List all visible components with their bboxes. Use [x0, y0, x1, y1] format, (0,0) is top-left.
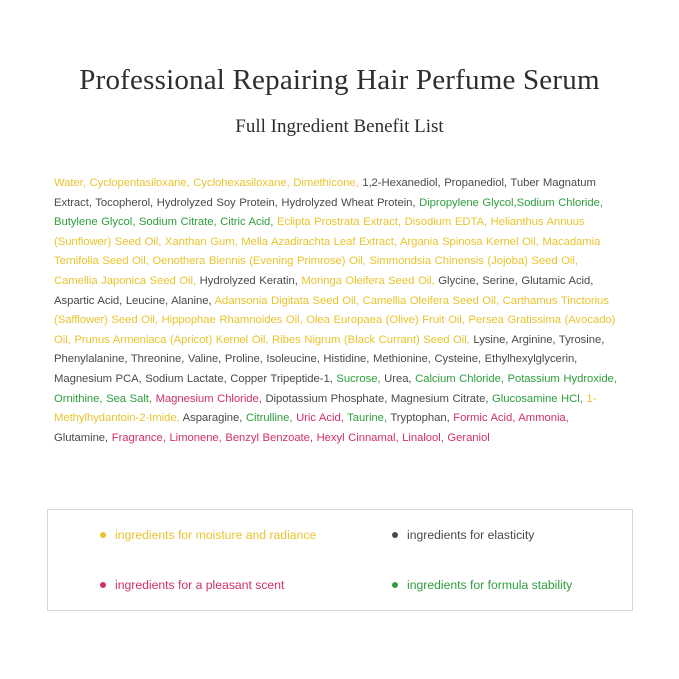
- ingredient-item: Citrulline,: [245, 412, 297, 425]
- ingredient-item: Glucosamine HCl,: [492, 392, 587, 405]
- ingredient-item: Formic Acid,: [453, 412, 519, 425]
- ingredient-item: Sodium Lactate,: [145, 372, 231, 385]
- legend-grid: [48, 510, 632, 610]
- ingredient-item: Taurine,: [347, 412, 391, 425]
- ingredient-item: Magnesium Chloride,: [155, 392, 266, 405]
- legend-item: [340, 510, 632, 560]
- legend-label: ingredients for a pleasant scent: [115, 577, 285, 592]
- ingredient-item: Water,: [54, 177, 90, 189]
- ingredient-item: Glutamic Acid,: [521, 274, 594, 287]
- ingredient-item: Fragrance,: [111, 431, 170, 444]
- ingredient-item: Xanthan Gum,: [164, 235, 242, 248]
- ingredient-item: Tocopherol,: [95, 196, 157, 209]
- ingredient-item: Butylene Glycol,: [54, 216, 139, 229]
- ingredient-item: Hydrolyzed Soy Protein,: [156, 196, 282, 209]
- ingredient-item: Geraniol: [447, 431, 490, 444]
- legend-dot-icon: [392, 532, 398, 538]
- legend-item: [340, 560, 632, 610]
- ingredient-item: Ribes Nigrum (Black Currant) Seed Oil,: [272, 333, 474, 346]
- ingredient-item: Camellia Japonica Seed Oil,: [54, 274, 200, 287]
- page-title: Professional Repairing Hair Perfume Serum: [79, 64, 600, 96]
- ingredient-item: Carthamus Tinctorius (Safflower) Seed Oil,: [54, 294, 609, 327]
- ingredient-item: Eclipta Prostrata Extract,: [276, 216, 405, 229]
- ingredient-item: Calcium Chloride,: [415, 372, 508, 385]
- ingredient-item: Uric Acid,: [296, 412, 348, 425]
- ingredient-item: Cyclopentasiloxane,: [89, 177, 194, 189]
- page-subtitle: Full Ingredient Benefit List: [235, 116, 444, 137]
- ingredient-item: Helianthus Annuus (Sunflower) Seed Oil,: [54, 216, 585, 248]
- ingredient-item: Proline,: [224, 353, 267, 366]
- ingredient-item: Citric Acid,: [220, 216, 277, 229]
- ingredient-item: Sodium Citrate,: [138, 216, 221, 229]
- ingredient-item: Magnesium Citrate,: [390, 392, 493, 405]
- legend-dot-icon: [100, 532, 106, 538]
- legend-item: [48, 560, 340, 610]
- ingredient-item: 1,2-Hexanediol,: [362, 177, 445, 189]
- ingredient-item: Moringa Oleifera Seed Oil,: [301, 274, 439, 287]
- legend-dot-icon: [100, 582, 106, 588]
- ingredient-item: Threonine,: [130, 353, 188, 366]
- ingredient-item: Hydrolyzed Keratin,: [199, 274, 302, 287]
- ingredient-item: Histidine,: [323, 353, 373, 366]
- ingredient-item: Adansonia Digitata Seed Oil,: [214, 294, 363, 307]
- ingredient-item: Argania Spinosa Kernel Oil,: [399, 235, 543, 248]
- ingredient-item: Linalool,: [402, 431, 448, 444]
- ingredient-item: Asparagine,: [182, 412, 246, 425]
- ingredient-item: Hexyl Cinnamal,: [316, 431, 403, 444]
- ingredient-item: Glutamine,: [54, 431, 112, 444]
- ingredient-list: [54, 174, 625, 448]
- ingredient-item: Aspartic Acid,: [54, 294, 126, 307]
- ingredient-item: Cysteine,: [434, 353, 485, 366]
- ingredient-item: Dimethicone,: [293, 177, 363, 189]
- ingredient-item: Urea,: [384, 372, 416, 385]
- ingredient-item: Olea Europaea (Olive) Fruit Oil,: [306, 314, 469, 327]
- ingredient-item: Limonene,: [169, 431, 226, 444]
- ingredient-item: Hippophae Rhamnoides Oil,: [161, 314, 307, 327]
- ingredient-item: Persea Gratissima (Avocado) Oil,: [54, 314, 616, 346]
- ingredient-item: Hydrolyzed Wheat Protein,: [281, 196, 420, 209]
- ingredient-item: 1-Methylhydantoin-2-Imide,: [54, 392, 597, 425]
- ingredient-item: Oenothera Biennis (Evening Primrose) Oil,: [152, 255, 370, 268]
- ingredient-item: Alanine,: [171, 294, 215, 307]
- ingredient-item: Macadamia Ternifolia Seed Oil,: [54, 235, 601, 268]
- ingredient-item: Arginine,: [511, 333, 559, 346]
- legend-label: ingredients for formula stability: [407, 577, 573, 592]
- ingredient-item: Potassium Hydroxide,: [507, 372, 617, 385]
- ingredient-item: Cyclohexasiloxane,: [193, 177, 294, 189]
- ingredient-item: Copper Tripeptide-1,: [230, 372, 337, 385]
- ingredient-item: Ethylhexylglycerin,: [484, 353, 578, 366]
- ingredient-item: Isoleucine,: [266, 353, 324, 366]
- ingredient-item: Ammonia,: [518, 412, 569, 425]
- ingredient-item: Tyrosine,: [558, 333, 605, 346]
- ingredient-item: Tuber Magnatum Extract,: [54, 177, 596, 209]
- ingredient-item: Prunus Armeniaca (Apricot) Kernel Oil,: [74, 333, 273, 346]
- ingredient-item: Simmondsia Chinensis (Jojoba) Seed Oil,: [369, 255, 578, 268]
- ingredient-item: Sodium Chloride,: [516, 196, 603, 209]
- legend-dot-icon: [392, 582, 398, 588]
- ingredient-item: Phenylalanine,: [54, 353, 131, 366]
- legend-label: ingredients for elasticity: [407, 527, 535, 542]
- ingredient-item: Benzyl Benzoate,: [225, 431, 317, 444]
- ingredient-item: Sea Salt,: [106, 392, 156, 405]
- ingredient-item: Glycine,: [438, 274, 483, 287]
- ingredient-item: Magnesium PCA,: [54, 372, 146, 385]
- legend-label: ingredients for moisture and radiance: [115, 527, 317, 542]
- ingredient-item: Lysine,: [473, 333, 512, 346]
- ingredient-item: Leucine,: [125, 294, 172, 307]
- ingredient-item: Melia Azadirachta Leaf Extract,: [241, 235, 400, 248]
- legend-box: [47, 509, 633, 611]
- ingredient-item: Dipropylene Glycol,: [419, 196, 517, 209]
- ingredient-item: Ornithine,: [54, 392, 107, 405]
- ingredient-item: Dipotassium Phosphate,: [265, 392, 391, 405]
- ingredient-item: Sucrose,: [336, 372, 385, 385]
- ingredient-item: Tryptophan,: [390, 412, 454, 425]
- ingredient-item: Propanediol,: [444, 177, 511, 189]
- ingredient-item: Serine,: [482, 274, 522, 287]
- legend-item: [48, 510, 340, 560]
- ingredient-item: Disodium EDTA,: [404, 216, 491, 229]
- ingredient-item: Methionine,: [372, 353, 435, 366]
- ingredient-item: Camellia Oleifera Seed Oil,: [362, 294, 503, 307]
- ingredient-item: Valine,: [187, 353, 225, 366]
